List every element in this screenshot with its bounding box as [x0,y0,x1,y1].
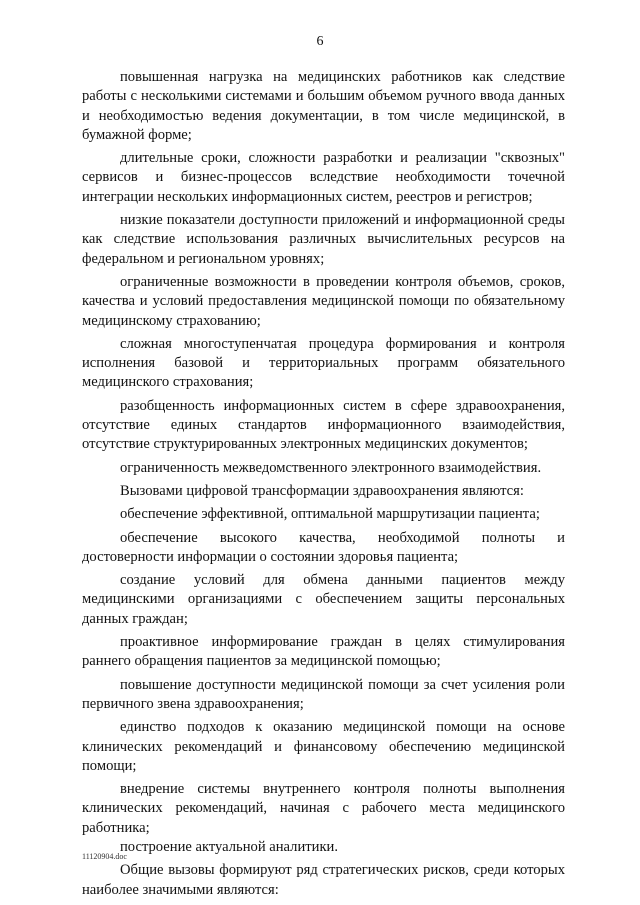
paragraph: обеспечение высокого качества, необходимой полноты и достоверности информации о состоянии здоровья пациента; [82,529,565,565]
document-body [82,68,565,900]
paragraph: длительные сроки, сложности разработки и реализации "сквозных" сервисов и бизнес-процессов вследствие необходимости точечной интеграции нескольких информационных систем, реестров и регистров; [82,150,565,205]
paragraph: низкие показатели доступности приложений и информационной среды как следствие использования различных вычислительных ресурсов на федеральном и региональном уровнях; [82,212,565,267]
paragraph: Вызовами цифровой трансформации здравоохранения являются: [120,482,524,499]
paragraph: повышение доступности медицинской помощи за счет усиления роли первичного звена здравоохранения; [82,676,565,712]
paragraph: проактивное информирование граждан в целях стимулирования раннего обращения пациентов за медицинской помощью; [82,634,565,670]
paragraph: разобщенность информационных систем в сфере здравоохранения, отсутствие единых стандартов информационного взаимодействия, отсутствие структурированных электронных медицинских документов; [82,397,565,453]
paragraph: ограниченные возможности в проведении контроля объемов, сроков, качества и условий предоставления медицинской помощи по обязательному медицинскому страхованию; [82,273,565,329]
paragraph: Общие вызовы формируют ряд стратегических рисков, среди которых наиболее значимыми являются: [82,862,565,898]
paragraph: единство подходов к оказанию медицинской помощи на основе клинических рекомендаций и финансовому обеспечению медицинской помощи; [82,719,565,774]
paragraph: построение актуальной аналитики. [120,838,338,855]
paragraph: сложная многоступенчатая процедура формирования и контроля исполнения базовой и территориальных программ обязательного медицинского страхования; [82,335,565,391]
paragraph: обеспечение эффективной, оптимальной маршрутизации пациента; [120,506,540,523]
page-number: 6 [316,34,324,49]
paragraph: ограниченность межведомственного электронного взаимодействия. [120,459,542,476]
paragraph: повышенная нагрузка на медицинских работников как следствие работы с несколькими системами и большим объемом ручного ввода данных и необходимостью ведения документации, в том числе медицинской, в бумажной форме; [82,69,565,143]
paragraph: создание условий для обмена данными пациентов между медицинскими организациями с обеспечением защиты персональных данных граждан; [82,572,565,627]
paragraph: внедрение системы внутреннего контроля полноты выполнения клинических рекомендаций, начиная с рабочего места медицинского работника; [82,781,565,836]
footer-filename: 11120904.doc [82,852,127,861]
